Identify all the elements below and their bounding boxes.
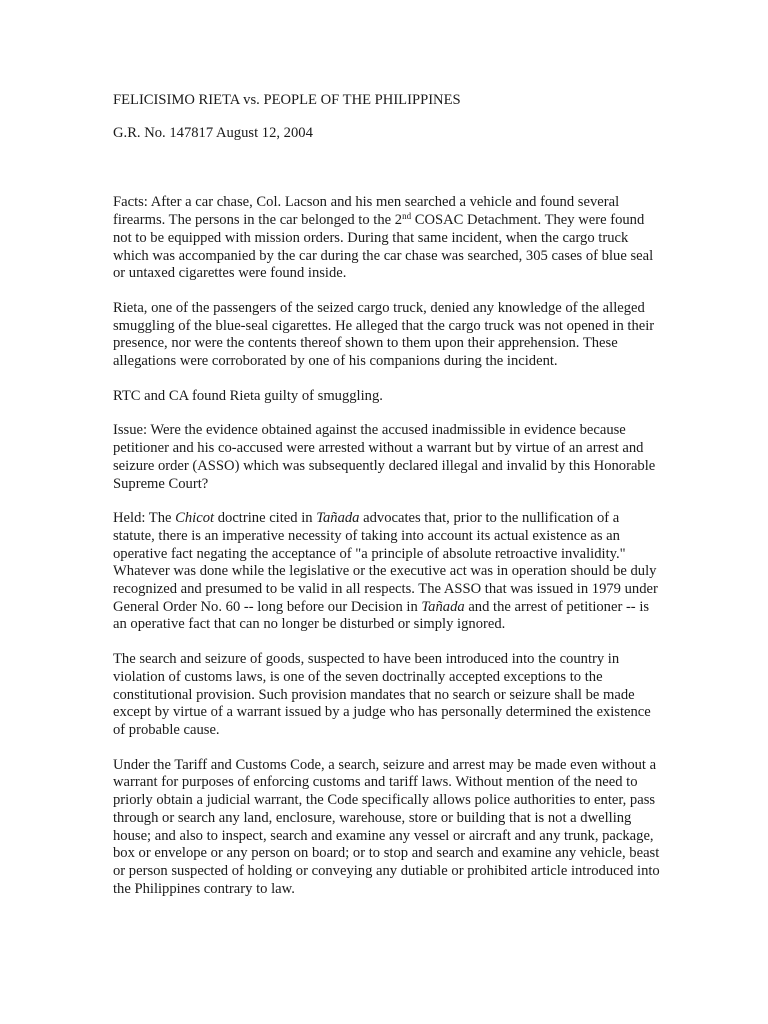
held-text-3: advocates that, prior to the nullification of a statute, there is an imperative necessity of taking into account its actual existence as an operative fact negating the acceptance of "a principle of absolute retroactive invalidity." Whatever was done while the legislative or the executive act was in operation should be duly recognized and presumed to be valid in all respects. The ASSO that was issued in 1979 under General Order No. 60 -- long before our Decision in [113, 510, 658, 615]
held-text-2: doctrine cited in [214, 510, 317, 527]
held-text-4: and the arrest of petitioner -- is an operative fact that can no longer be disturbed or simply ignored. [113, 598, 650, 633]
search-seizure-paragraph: The search and seizure of goods, suspected to have been introduced into the country in violation of customs laws, is one of the seven doctrinally accepted exceptions to the constitutional provision. Such provision mandates that no search or seizure shall be made except by virtue of a warrant issued by a judge who has personally determined the existence of probable cause. [113, 651, 651, 738]
case-gr-number: G.R. No. 147817 August 12, 2004 [113, 124, 313, 141]
held-chicot: Chicot [175, 510, 215, 527]
held-tanada-1: Tañada [316, 510, 360, 527]
rtc-paragraph: RTC and CA found Rieta guilty of smuggling. [113, 387, 383, 404]
facts-text-2: COSAC Detachment. They were found not to be equipped with mission orders. During that same incident, when the cargo truck which was accompanied by the car during the car chase was searched, 305 cases of blue seal or untaxed cigarettes were found inside. [113, 212, 654, 282]
held-tanada-2: Tañada [421, 598, 465, 615]
held-text-1: Held: The [113, 510, 176, 527]
case-title: FELICISIMO RIETA vs. PEOPLE OF THE PHILIPPINES [113, 92, 461, 108]
issue-paragraph: Issue: Were the evidence obtained against the accused inadmissible in evidence because petitioner and his co-accused were arrested without a warrant but by virtue of an arrest and seizure order (ASSO) which was subsequently declared illegal and invalid by this Honorable Supreme Court? [113, 422, 656, 492]
document-page [113, 82, 661, 898]
tariff-customs-paragraph: Under the Tariff and Customs Code, a search, seizure and arrest may be made even without a warrant for purposes of enforcing customs and tariff laws. Without mention of the need to priorly obtain a judicial warrant, the Code specifically allows police authorities to enter, pass through or search any land, enclosure, warehouse, store or building that is not a dwelling house; and also to inspect, search and examine any vessel or aircraft and any trunk, package, box or envelope or any person on board; or to stop and search and examine any vehicle, beast or person suspected of holding or conveying any dutiable or prohibited article introduced into the Philippines contrary to law. [113, 756, 660, 897]
facts-text-1: Facts: After a car chase, Col. Lacson and his men searched a vehicle and found several firearms. The persons in the car belonged to the 2 [113, 194, 620, 229]
facts-paragraph [113, 194, 661, 283]
rieta-paragraph: Rieta, one of the passengers of the seized cargo truck, denied any knowledge of the alleged smuggling of the blue-seal cigarettes. He alleged that the cargo truck was not opened in their presence, nor were the contents thereof shown to them upon their apprehension. These allegations were corroborated by one of his companions during the incident. [113, 299, 655, 370]
held-paragraph [113, 510, 661, 634]
facts-superscript: nd [402, 211, 412, 222]
